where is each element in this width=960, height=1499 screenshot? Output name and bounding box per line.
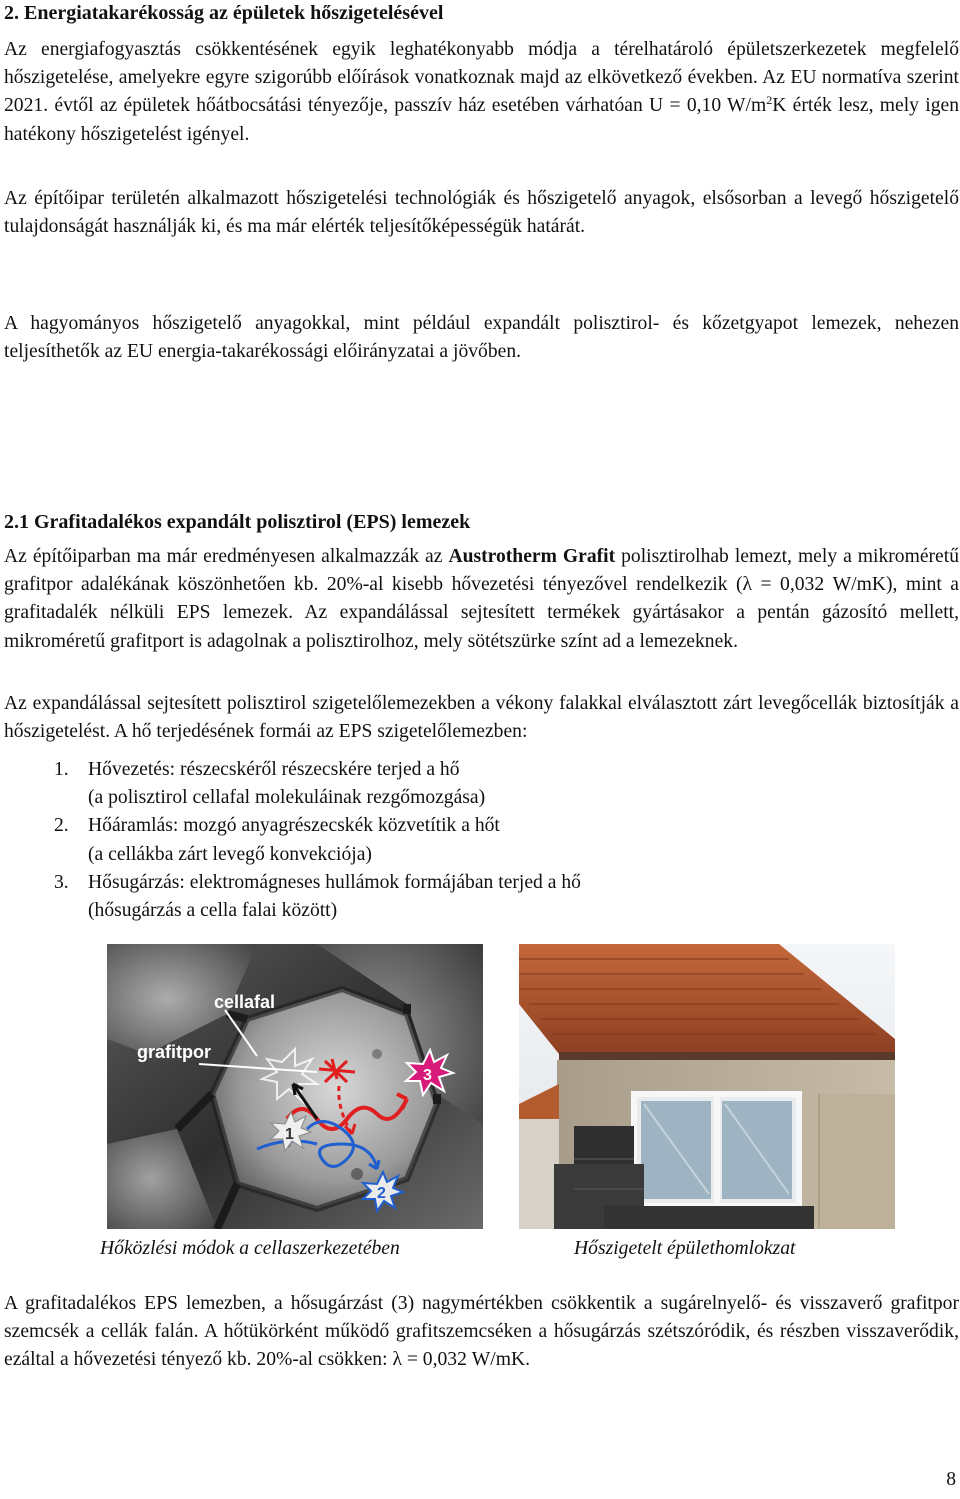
marker-1-label: 1	[285, 1126, 294, 1143]
list-item-line: Hőáramlás: mozgó anyagrészecskék közvetítik a hőt	[88, 815, 500, 837]
superscript-two: 2	[766, 93, 773, 108]
list-item-line: (a polisztirol cellafal molekuláinak rezgőmozgása)	[88, 787, 486, 809]
paragraph-heat-forms: Az expandálással sejtesített polisztirol szigetelőlemezekben a vékony falakkal elválasztott zárt levegőcellák biztosítják a hőszigetelést. A hő terjedésének formái az EPS szigetelőlemezben:	[4, 693, 959, 743]
eps-board-bottom	[604, 1206, 814, 1229]
list-item-number: 1.	[54, 759, 69, 780]
heat-transfer-list	[54, 756, 914, 925]
list-item-line: (hősugárzás a cella falai között)	[88, 900, 338, 922]
austrotherm-brand: Austrotherm Grafit	[448, 546, 616, 567]
list-item-number: 2.	[54, 815, 69, 837]
cell-structure-illustration	[107, 944, 483, 1229]
paragraph-austrotherm	[4, 543, 959, 656]
page-number: 8	[946, 1469, 956, 1490]
cell-structure-figure	[107, 944, 483, 1229]
list-item-line: (a cellákba zárt levegő konvekciója)	[88, 843, 372, 865]
list-item-line: Hővezetés: részecskéről részecskére terjed a hő	[88, 759, 460, 780]
paragraph-closing: A grafitadalékos EPS lemezben, a hősugárzást (3) nagymértékben csökkentik a sugárelnyelő- és visszaverő grafitpor szemcsék a cellák falán. A hőtükörként működő grafitszemcséken a hősugárzás szétszóródik, és részben visszaverődik, ezáltal a hővezetési tényező kb. 20%-al csökken: λ = 0,032 W/mK.	[4, 1293, 959, 1371]
section-heading: 2.1 Grafitadalékos expandált polisztirol (EPS) lemezek	[4, 511, 471, 533]
facade-illustration	[519, 944, 895, 1229]
paragraph-traditional: A hagyományos hőszigetelő anyagokkal, mint például expandált polisztirol- és kőzetgyapot lemezek, nehezen teljesíthetők az EU energia-takarékossági előirányzatai a jövőben.	[4, 313, 959, 363]
marker-2-label: 2	[377, 1185, 386, 1202]
chapter-heading: 2. Energiatakarékosság az épületek hőszigetelésével	[4, 2, 444, 24]
austrotherm-text-b: polisztirolhab lemezt, mely a mikroméretű grafitpor adalékának köszönhetően kb. 20%-al kisebb hővezetési tényezővel rendelkezik (λ = 0,032 W/mK), mint a grafitadalék nélküli EPS lemezek. Az expandálással sejtesített termékek gyártásakor a pentán gázosító mellett, mikroméretű grafitport is adagolnak a polisztirolhoz, mely sötétszürke színt ad a lemezeknek.	[4, 546, 959, 652]
paragraph-intro-text-a: Az energiafogyasztás csökkentésének egyik leghatékonyabb módja a térelhatároló épületszerkezetek megfelelő hőszigetelése, amelyekre egyre szigorúbb előírások vonatkoznak majd az elkövetkező években. Az EU normatíva szerint 2021. évtől az épületek hőátbocsátási tényezője, passzív ház esetében várhatóan U = 0,10 W/m	[4, 39, 959, 117]
list-item-number: 3.	[54, 871, 69, 893]
list-item	[54, 756, 914, 812]
label-grafitpor: grafitpor	[137, 1042, 211, 1062]
marker-3-label: 3	[423, 1067, 432, 1084]
paragraph-technology: Az építőipar területén alkalmazott hőszigetelési technológiák és hőszigetelő anyagok, elsősorban a levegő hőszigetelő tulajdonságát használják ki, és ma már elérték teljesítőképességük határát.	[4, 188, 959, 238]
figure-caption-left: Hőközlési módok a cellaszerkezetében	[100, 1238, 400, 1259]
figure-caption-right: Hőszigetelt épülethomlokzat	[574, 1238, 796, 1259]
list-item	[54, 812, 914, 868]
label-cellafal: cellafal	[214, 992, 276, 1012]
paragraph-intro-text-b: K érték lesz, mely igen hatékony hőszigetelést igényel.	[4, 95, 959, 145]
insulated-facade-photo	[519, 944, 895, 1229]
list-item-line: Hősugárzás: elektromágneses hullámok formájában terjed a hő	[88, 871, 581, 893]
list-item	[54, 869, 914, 925]
austrotherm-text-a: Az építőiparban ma már eredményesen alkalmazzák az	[4, 546, 449, 567]
paragraph-intro	[4, 36, 959, 149]
